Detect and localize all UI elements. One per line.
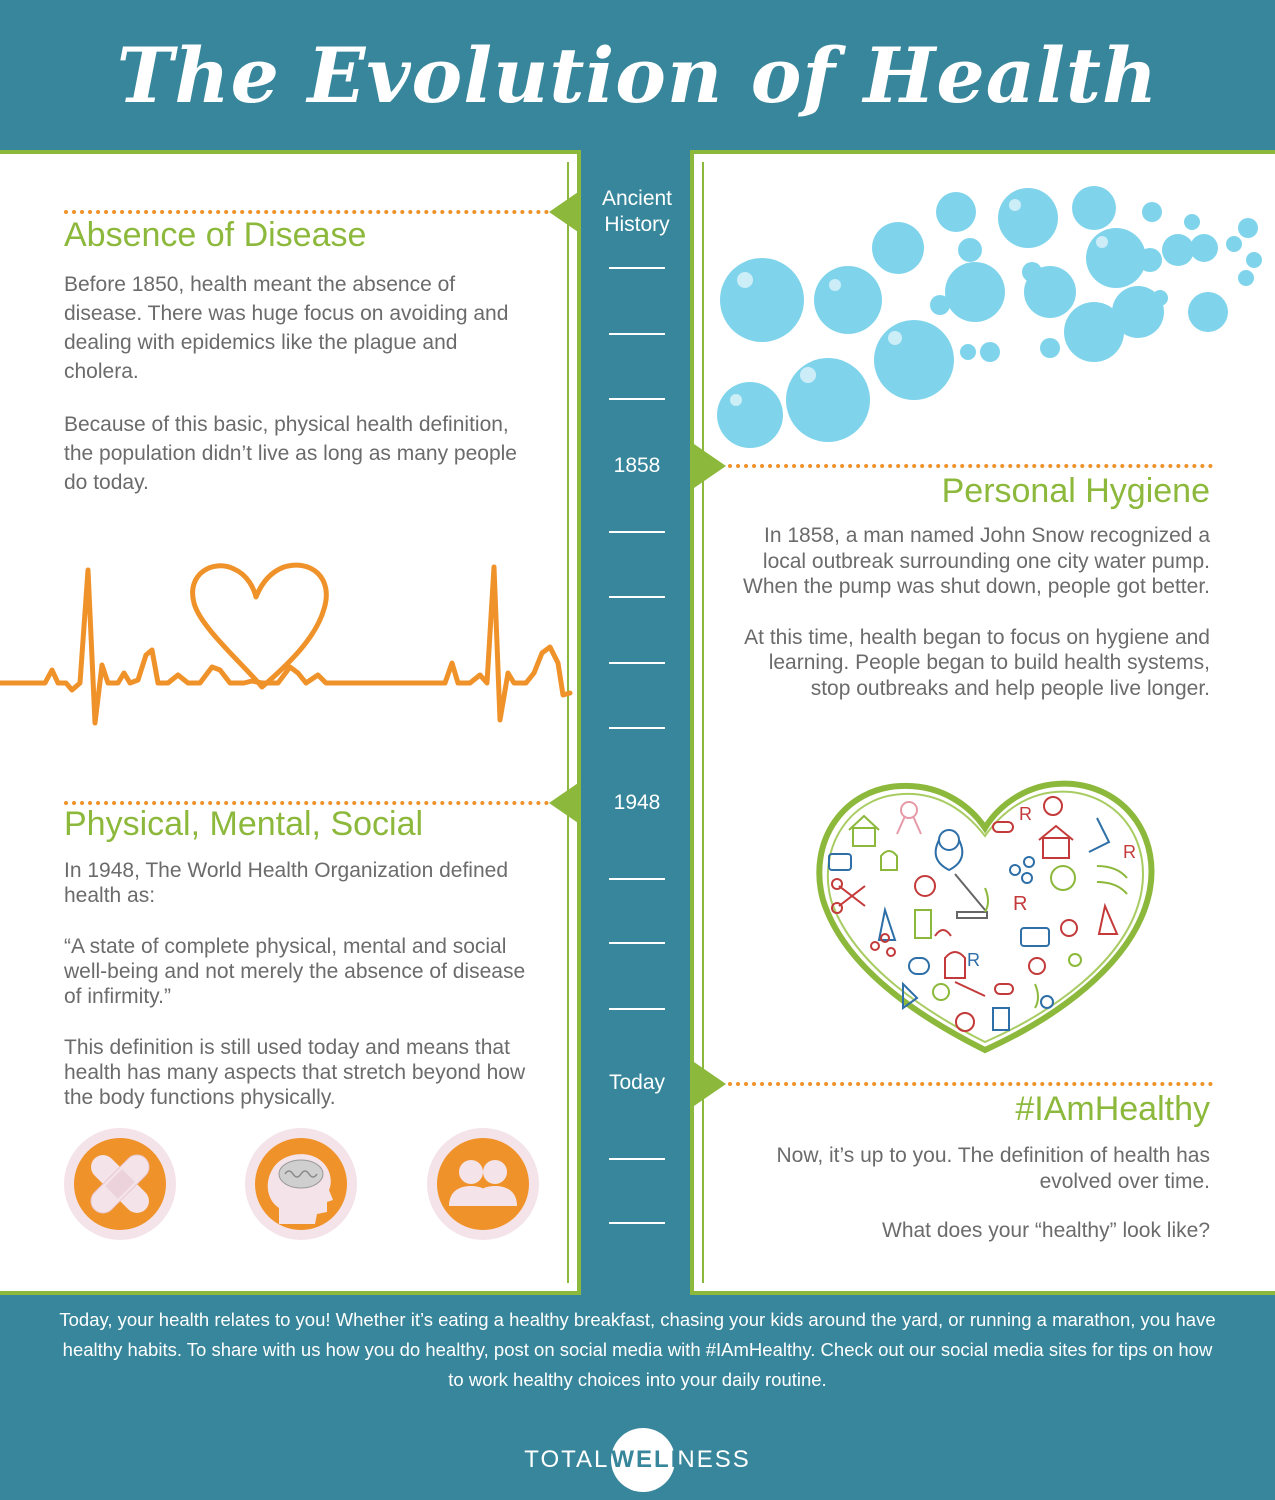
timeline-tick <box>609 662 665 664</box>
timeline-ancient-history <box>582 186 692 238</box>
heading-physical-mental-social: Physical, Mental, Social <box>64 805 424 843</box>
timeline-1948: 1948 <box>613 791 661 814</box>
heartbeat-heart-icon <box>0 555 575 735</box>
physical-body <box>64 858 544 1134</box>
brain-head-icon <box>245 1128 357 1240</box>
timeline-tick <box>609 878 665 880</box>
timeline-ancient-line2: History <box>604 213 670 236</box>
timeline-tick <box>609 398 665 400</box>
timeline-tick <box>609 942 665 944</box>
heading-personal-hygiene: Personal Hygiene <box>941 472 1210 510</box>
timeline-tick <box>609 333 665 335</box>
page-title: The Evolution of Health <box>116 30 1159 120</box>
timeline-tick <box>609 267 665 269</box>
timeline-1858: 1858 <box>613 454 661 477</box>
logo-ness: NESS <box>677 1446 751 1473</box>
bubbles-illustration <box>700 160 1270 450</box>
timeline-tick <box>609 531 665 533</box>
timeline-ancient-line1: Ancient <box>601 187 673 210</box>
logo-well: WELL <box>611 1446 688 1473</box>
dotted-connector <box>728 464 1213 468</box>
timeline-tick <box>609 727 665 729</box>
timeline-tick <box>609 1158 665 1160</box>
svg-text:R: R <box>1123 842 1136 862</box>
logo-circle <box>611 1428 688 1492</box>
absence-paragraph-1: Before 1850, health meant the absence of disease. There was huge focus on avoiding and dealing with epidemics like the plague and cholera. <box>64 273 509 383</box>
dotted-connector <box>728 1082 1213 1086</box>
iamhealthy-paragraph-1: Now, it’s up to you. The definition of health has evolved over time. <box>776 1144 1210 1193</box>
absence-body <box>64 270 534 521</box>
timeline-pointer <box>694 1062 726 1106</box>
iamhealthy-paragraph-2: What does your “healthy” look like? <box>882 1219 1210 1242</box>
iamhealthy-body <box>760 1143 1210 1268</box>
physical-paragraph-2: “A state of complete physical, mental and social well-being and not merely the absence of disease of infirmity.” <box>64 935 526 1008</box>
bandage-icon <box>64 1128 176 1240</box>
timeline-pointer <box>694 444 726 488</box>
timeline-today: Today <box>608 1071 666 1094</box>
people-icon <box>427 1128 539 1240</box>
timeline-tick <box>609 1222 665 1224</box>
timeline-tick <box>609 596 665 598</box>
footer-text: Today, your health relates to you! Whether it’s eating a healthy breakfast, chasing your kids around the yard, or running a marathon, you have healthy habits. To share with us how you do healthy, post on social media with #IAmHealthy. Check out our social media sites for tips on how to work healthy choices into your daily routine. <box>59 1309 1216 1390</box>
heading-absence-of-disease: Absence of Disease <box>64 216 367 254</box>
medical-heart-icon <box>805 770 1165 1060</box>
physical-paragraph-3: This definition is still used today and means that health has many aspects that stretch beyond how the body functions physically. <box>64 1036 526 1109</box>
title-banner <box>0 0 1275 150</box>
dotted-connector <box>64 210 549 214</box>
svg-text:R: R <box>967 950 980 970</box>
hygiene-paragraph-1: In 1858, a man named John Snow recognized a local outbreak surrounding one city water pump. When the pump was shut down, people got better. <box>743 524 1210 598</box>
svg-text:R: R <box>1013 893 1028 915</box>
hygiene-paragraph-2: At this time, health began to focus on hygiene and learning. People began to build health systems, stop outbreaks and help people live longer. <box>744 625 1210 700</box>
totalwellness-logo <box>0 1428 1275 1492</box>
logo-total: TOTAL <box>524 1446 610 1473</box>
hygiene-body <box>735 523 1210 725</box>
timeline-tick <box>609 1008 665 1010</box>
physical-paragraph-1: In 1948, The World Health Organization defined health as: <box>64 859 509 907</box>
absence-paragraph-2: Because of this basic, physical health definition, the population didn’t live as long as many people do today. <box>64 413 517 494</box>
timeline-pointer <box>549 190 581 234</box>
svg-text:R: R <box>1019 804 1032 824</box>
heading-iamhealthy: #IAmHealthy <box>1015 1090 1210 1128</box>
timeline-pointer <box>549 781 581 825</box>
